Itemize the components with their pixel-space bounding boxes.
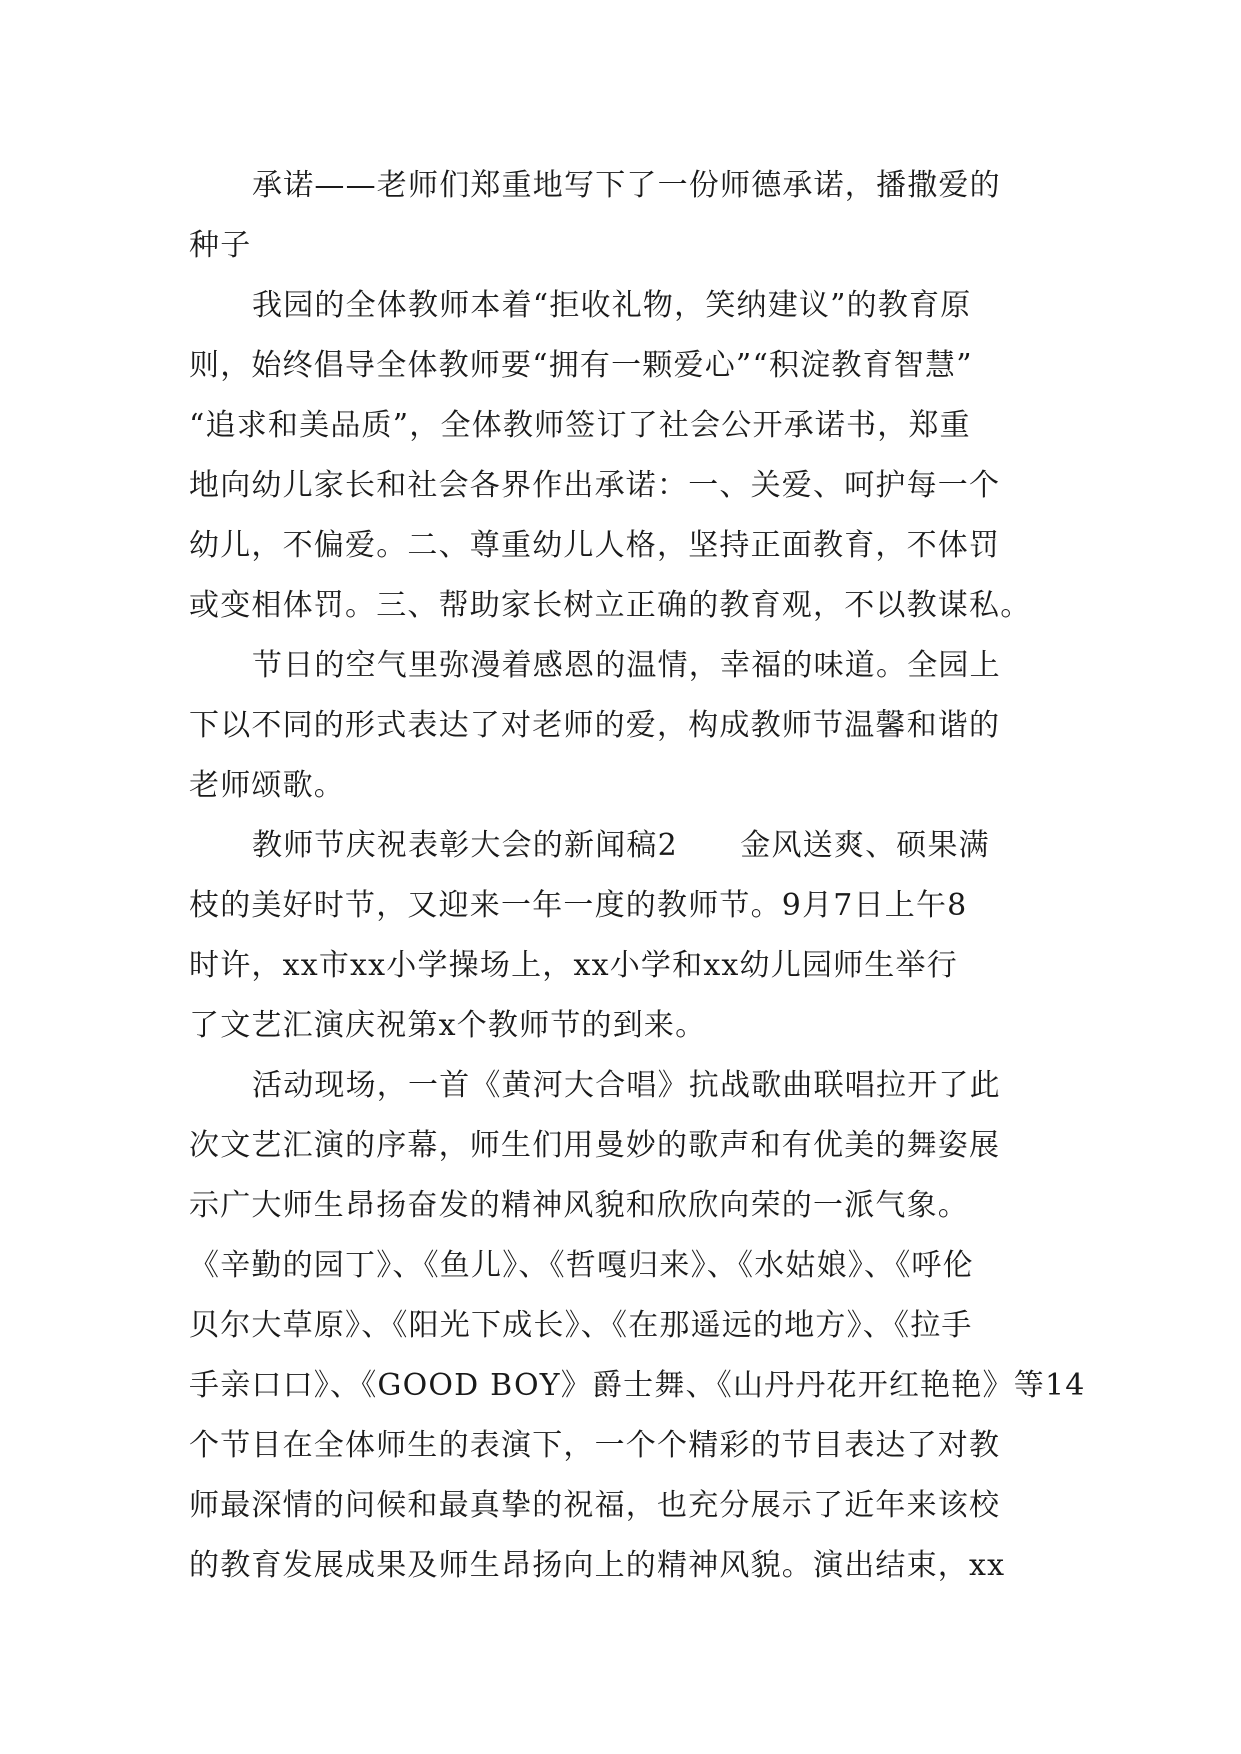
paragraph-line: 节日的空气里弥漫着感恩的温情，幸福的味道。全园上 <box>252 648 1001 683</box>
paragraph-line: 种子 <box>189 228 252 263</box>
paragraph-line: 我园的全体教师本着“拒收礼物，笑纳建议”的教育原 <box>252 288 972 323</box>
paragraph-line: “追求和美品质”，全体教师签订了社会公开承诺书，郑重 <box>189 408 971 443</box>
paragraph-line: 了文艺汇演庆祝第x个教师节的到来。 <box>189 1008 707 1043</box>
paragraph-line: 老师颂歌。 <box>189 768 345 803</box>
paragraph-line: 示广大师生昂扬奋发的精神风貌和欣欣向荣的一派气象。 <box>189 1188 969 1223</box>
paragraph-line: 师最深情的问候和最真挚的祝福，也充分展示了近年来该校 <box>189 1488 1001 1523</box>
document-body <box>189 156 1086 1596</box>
paragraph-line: 承诺——老师们郑重地写下了一份师德承诺，播撒爱的 <box>252 168 1001 203</box>
paragraph-line: 教师节庆祝表彰大会的新闻稿2 金风送爽、硕果满 <box>252 828 990 863</box>
paragraph-line: 枝的美好时节，又迎来一年一度的教师节。9月7日上午8 <box>189 888 968 923</box>
paragraph-line: 幼儿，不偏爱。二、尊重幼儿人格，坚持正面教育，不体罚 <box>189 528 1001 563</box>
paragraph-line: 活动现场，一首《黄河大合唱》抗战歌曲联唱拉开了此 <box>252 1068 1001 1103</box>
paragraph-line: 次文艺汇演的序幕，师生们用曼妙的歌声和有优美的舞姿展 <box>189 1128 1001 1163</box>
paragraph-line: 或变相体罚。三、帮助家长树立正确的教育观，不以教谋私。 <box>189 588 1032 623</box>
paragraph-line: 的教育发展成果及师生昂扬向上的精神风貌。演出结束，xx <box>189 1548 1006 1583</box>
paragraph-line: 个节目在全体师生的表演下，一个个精彩的节目表达了对教 <box>189 1428 1001 1463</box>
paragraph-line: 《辛勤的园丁》、《鱼儿》、《哲嘎归来》、《水姑娘》、《呼伦 <box>189 1248 974 1283</box>
paragraph-line: 则，始终倡导全体教师要“拥有一颗爱心”“积淀教育智慧” <box>189 348 973 383</box>
paragraph-line: 手亲口口》、《GOOD BOY》爵士舞、《山丹丹花开红艳艳》等14 <box>189 1368 1086 1403</box>
paragraph-line: 贝尔大草原》、《阳光下成长》、《在那遥远的地方》、《拉手 <box>189 1308 973 1343</box>
paragraph-line: 时许，xx市xx小学操场上，xx小学和xx幼儿园师生举行 <box>189 948 958 983</box>
paragraph-line: 下以不同的形式表达了对老师的爱，构成教师节温馨和谐的 <box>189 708 1001 743</box>
paragraph-line: 地向幼儿家长和社会各界作出承诺：一、关爱、呵护每一个 <box>189 468 1001 503</box>
